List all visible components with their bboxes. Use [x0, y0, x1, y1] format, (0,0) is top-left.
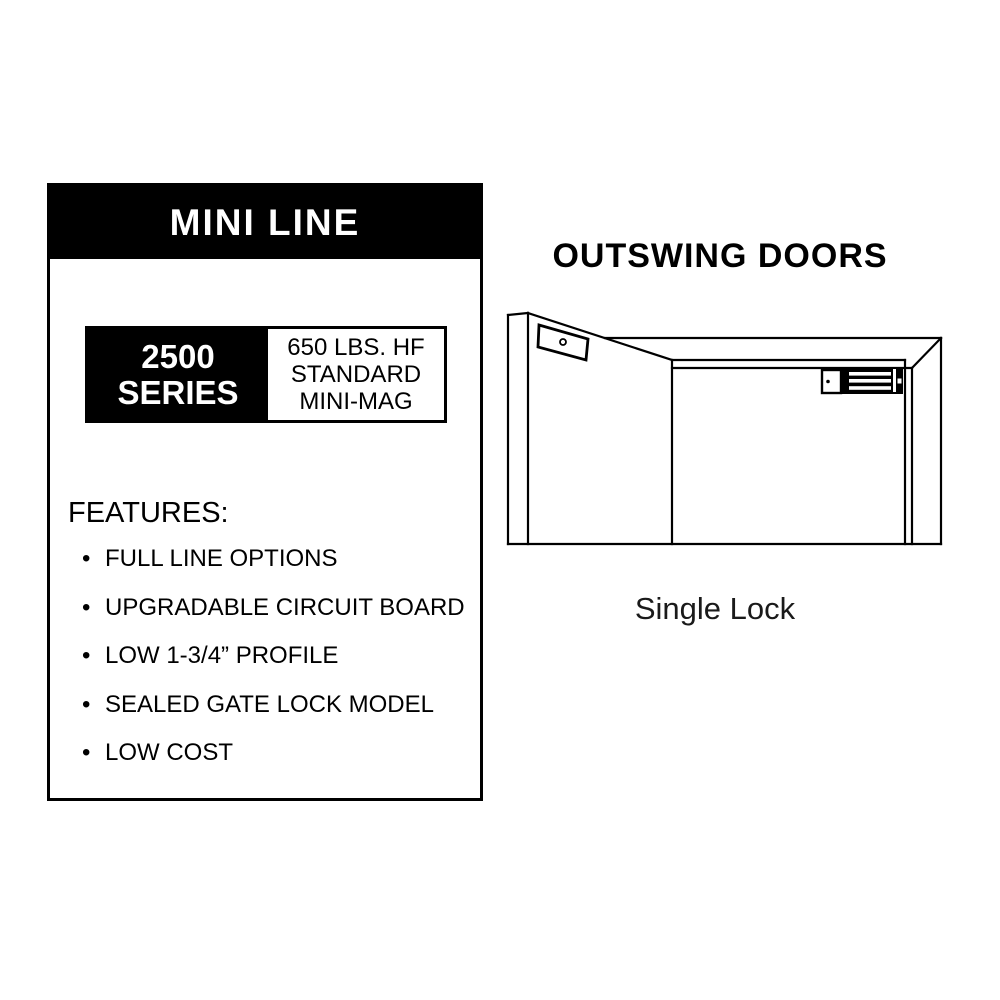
feature-item-label: FULL LINE OPTIONS — [105, 545, 338, 572]
maglock — [822, 367, 903, 394]
spec-line-2: STANDARD — [290, 361, 422, 388]
feature-item-label: UPGRADABLE CIRCUIT BOARD — [105, 593, 465, 621]
armature-hole — [560, 339, 566, 345]
feature-item — [82, 741, 465, 765]
single-lock-caption: Single Lock — [634, 591, 796, 626]
bullet-icon: • — [82, 739, 91, 766]
feature-item-label: LOW 1-3/4” PROFILE — [105, 642, 339, 669]
spec-line-3: MINI-MAG — [299, 388, 413, 415]
card-title: MINI LINE — [50, 186, 480, 259]
maglock-connector-dot — [826, 380, 830, 384]
feature-item — [82, 644, 465, 668]
spec-line-1: 650 LBS. HF — [287, 334, 425, 361]
bullet-icon: • — [82, 690, 91, 718]
bullet-icon: • — [82, 642, 91, 669]
feature-item — [82, 593, 465, 621]
feature-item-label: SEALED GATE LOCK MODEL — [105, 690, 434, 718]
features-list — [82, 547, 465, 790]
feature-item — [82, 547, 465, 571]
outswing-door-diagram — [495, 300, 950, 560]
features-heading: FEATURES: — [68, 497, 229, 529]
series-word: SERIES — [117, 373, 239, 411]
feature-item — [82, 690, 465, 718]
series-label — [88, 329, 268, 420]
maglock-connector-box — [822, 370, 841, 393]
outswing-doors-heading: OUTSWING DOORS — [552, 237, 888, 275]
open-door-leaf — [508, 313, 672, 544]
series-number: 2500 — [141, 337, 215, 375]
bullet-icon: • — [82, 593, 91, 621]
bullet-icon: • — [82, 545, 91, 572]
series-spec-box — [85, 326, 447, 423]
spec-label — [268, 329, 444, 420]
product-card — [47, 183, 483, 801]
feature-item-label: LOW COST — [105, 739, 234, 766]
